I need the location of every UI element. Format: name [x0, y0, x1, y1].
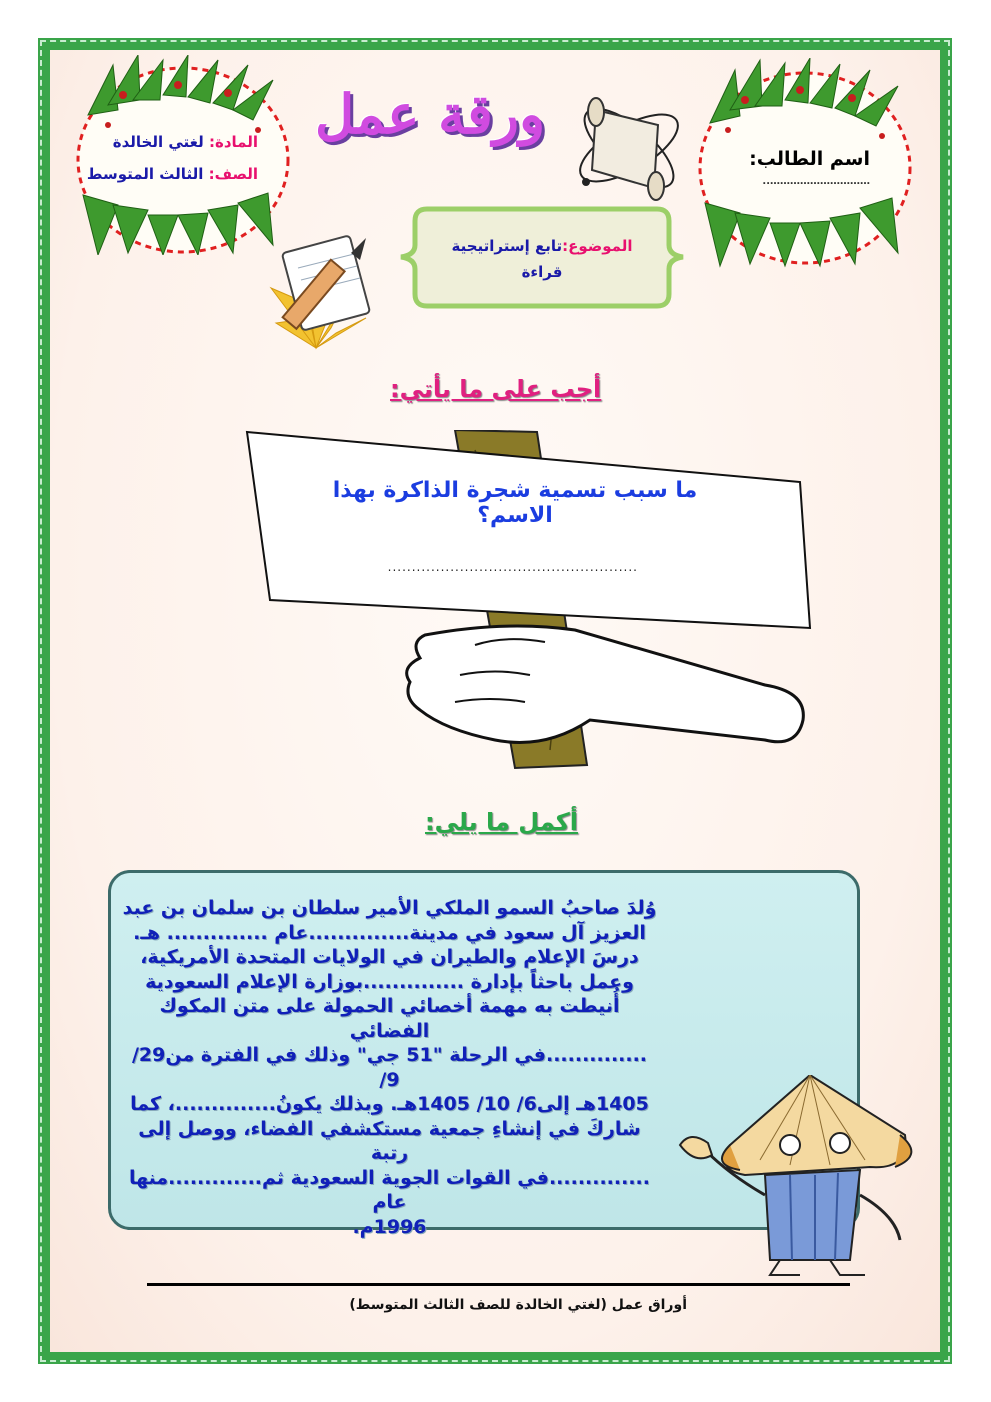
paragraph-line: ..............في الرحلة "51 جي" وذلك في الفترة من29/ 9/ [131, 1044, 648, 1091]
paragraph-line: 1405هـ إلى6/ 10/ 1405هـ. وبذلك يكونُ..............، كما [130, 1093, 649, 1115]
pencil-notepad-icon [256, 228, 386, 358]
paragraph-line: وعمل باحثاً بإدارة ..............بوزارة الإعلام السعودية [145, 970, 634, 993]
paragraph-line: 1996م. [352, 1215, 427, 1238]
topic-text [417, 233, 667, 285]
student-label: اسم الطالب: [749, 148, 870, 170]
question-text: ما سبب تسمية شجرة الذاكرة بهذا الاسم؟ [332, 478, 698, 528]
worksheet-title: ورقة عمل [314, 82, 546, 146]
paragraph-line: درسَ الإعلام والطيران في الولايات المتحدة الأمريكية، [140, 946, 639, 968]
section2-heading: أكمل ما يلي: [425, 808, 578, 836]
topic-box [397, 205, 687, 310]
grade-value: الثالث المتوسط [86, 165, 204, 183]
footer-text: أوراق عمل (لغتي الخالدة للصف الثالث المتوسط) [349, 1297, 687, 1313]
fill-in-paragraph [122, 896, 657, 1239]
paragraph-line: ..............في القوات الجوية السعودية ثم.............منها عام [128, 1166, 650, 1213]
section1-heading: أجب على ما يأتي: [390, 375, 602, 403]
topic-value-line2: قراءة [521, 263, 563, 281]
subject-label: المادة: [208, 133, 258, 151]
subject-value: لغتي الخالدة [112, 133, 204, 151]
paragraph-line: وُلدَ صاحبُ السمو الملكي الأمير سلطان بن سلمان بن عبد [122, 897, 657, 919]
grade-row [87, 165, 258, 183]
footer-divider [147, 1283, 850, 1286]
subject-wreath [68, 55, 298, 255]
scroll-atom-icon [568, 90, 690, 205]
paragraph-line: العزيز آل سعود في مدينة..............عام .............. هـ. [133, 921, 646, 944]
topic-value-line1: تابع إستراتيجية [451, 237, 563, 255]
grade-label: الصف: [208, 165, 258, 183]
subject-row [113, 133, 258, 151]
paragraph-line: شاركَ في إنشاءِ جمعية مستكشفي الفضاء، ووصل إلى رتبة [138, 1117, 641, 1164]
pencil-character-illustration [670, 1075, 935, 1280]
answer-field[interactable]: .................................................... [387, 560, 638, 574]
student-name-field[interactable]: ………………………….. [762, 176, 870, 187]
paragraph-line: أُنيطت به مهمة أخصائي الحمولة على متن المكوك الفضائي [159, 995, 620, 1042]
topic-label: الموضوع: [562, 237, 633, 255]
student-wreath [690, 58, 920, 258]
